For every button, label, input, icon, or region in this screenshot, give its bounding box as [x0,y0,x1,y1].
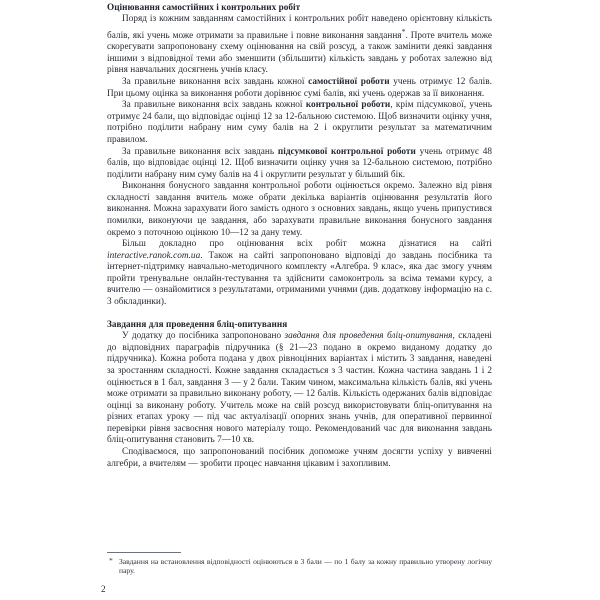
footnote-text [107,557,492,576]
page-number: 2 [101,584,106,594]
footnote-separator-rule [107,552,181,553]
paragraph-assessment-2 [107,77,492,100]
paragraph-assessment-3 [107,100,492,146]
emphasis-bold: контрольної роботи [305,100,391,111]
text-run: У додатку до посібника запропоновано [122,331,285,342]
text-run: . Проте вчитель може скорегувати запропоновану схему оцінювання на свій розсуд, а також замінити деякі завдання іншими з відповідної теми або зменшити (збільшити) кількість завдань у роботах залежно від рівня навчальних досягнень учнів класу. [107,30,492,76]
text-run: За правильне виконання всіх завдань [122,146,278,157]
paragraph-blitz-1 [107,331,492,447]
paragraph-assessment-5 [107,181,492,239]
text-run: , крім підсумкової, учень отримує 24 бали, що відповідає оцінці 12 за 12-бальною системою. Щоб визначити оцінку учня, потрібно поділити набрану ним суму балів на 2 і округлити результат за математичним правилом. [107,100,492,145]
footnote-reference-marker: * [401,26,406,36]
footnote-area [107,552,492,576]
section-heading-blitz: Завдання для проведення бліц-опитування [107,319,288,330]
text-run: Поряд із кожним завданням самостійних і контрольних робіт наведено орієнтовну кількість балів, які учень може отримати за правильне і повне виконання завдання [107,14,492,41]
text-run: За правильне виконання всіх завдань кожної [122,100,306,111]
document-text-column [107,2,492,470]
paragraph-assessment-6 [107,239,492,308]
text-run: За правильне виконання всіх завдань кожної [122,77,309,88]
emphasis-bold: підсумкової контрольної роботи [277,146,416,157]
footnote-marker: * [109,555,113,565]
text-run: , складені до відповідних параграфів підручника (§ 21—23 подано в окремо виданому додатку до підручника). Кожна робота подана у двох рівноцінних варіантах і містить 3 завдання, наведені за зростанням складності. Кожне завдання складається з 3 частин. Кожна частина завдань 1 і 2 оцінюється в 1 бал, завдання 3 — у 2 бали. Таким чином, максимальна кількість балів, які учень може отримати за правильно виконану роботу, — 12 балів. Кількість одержаних балів відповідає оцінці за виконану роботу. Учитель може на свій розсуд використовувати бліц-опитування на різних етапах уроку — під час актуалізації опорних знань учнів, для оперативної первинної перевірки рівня засвоєння нового матеріалу тощо. Рекомендований час для виконання завдань бліц-опитування становить 7—10 хв. [107,331,493,446]
text-run: учень отримує 12 балів. При цьому оцінка за виконання роботи дорівнює сумі балів, які учень одержав за її виконання. [107,77,492,99]
text-run: Сподіваємося, що запропонований посібник допоможе учням досягти успіху у вивченні алгебри, а вчителям — зробити процес навчання цікавим і захопливим. [107,447,492,469]
section-heading-assessment: Оцінювання самостійних і контрольних робіт [107,2,301,12]
text-run: Виконання бонусного завдання контрольної роботи оцінюється окремо. Залежно від рівня складності завдання вчитель може обрати декілька варіантів оцінювання результатів його виконання. Можна зарахувати його замість одного з основних завдань, якщо учень припустився помилки, виконуючи це завдання, або зарахувати правильне виконання бонусного завдання окремо з поточною оцінкою 10—12 за дану тему. [107,181,492,238]
text-run: Більш докладно про оцінювання всіх робіт можна дізнатися на сайті [122,239,492,250]
footnote-body: Завдання на встановлення відповідності оцінюються в 3 бали — по 1 балу за кожну правильно утворену логічну пару. [119,556,492,576]
paragraph-assessment-1 [107,14,492,77]
emphasis-bold: самостійної роботи [308,77,390,88]
emphasis-italic: interactive.ranok.com.ua [107,250,201,261]
text-run: . Також на сайті запропоновано відповіді до завдань посібника та інтернет-підтримку навчально-методичного комплекту «Алгебра. 9 клас», яка дає змогу учням пройти тренувальне онлайн-тестування та здійснити самоконтроль за всіма темами курсу, а вчителю — ознайомитися з результатами, отриманими учнями (див. додаткову інформацію на с. 3 обкладинки). [107,250,492,308]
paragraph-assessment-4 [107,147,492,182]
emphasis-italic: завдання для проведення бліц-опитування [284,331,453,342]
paragraph-blitz-2 [107,447,492,470]
text-run: учень отримує 48 балів, що відповідає оцінці 12. Щоб визначити оцінку учня за 12-бальною системою, потрібно поділити набрану ним суму балів на 4 і округлити результат у більший бік. [107,146,492,180]
